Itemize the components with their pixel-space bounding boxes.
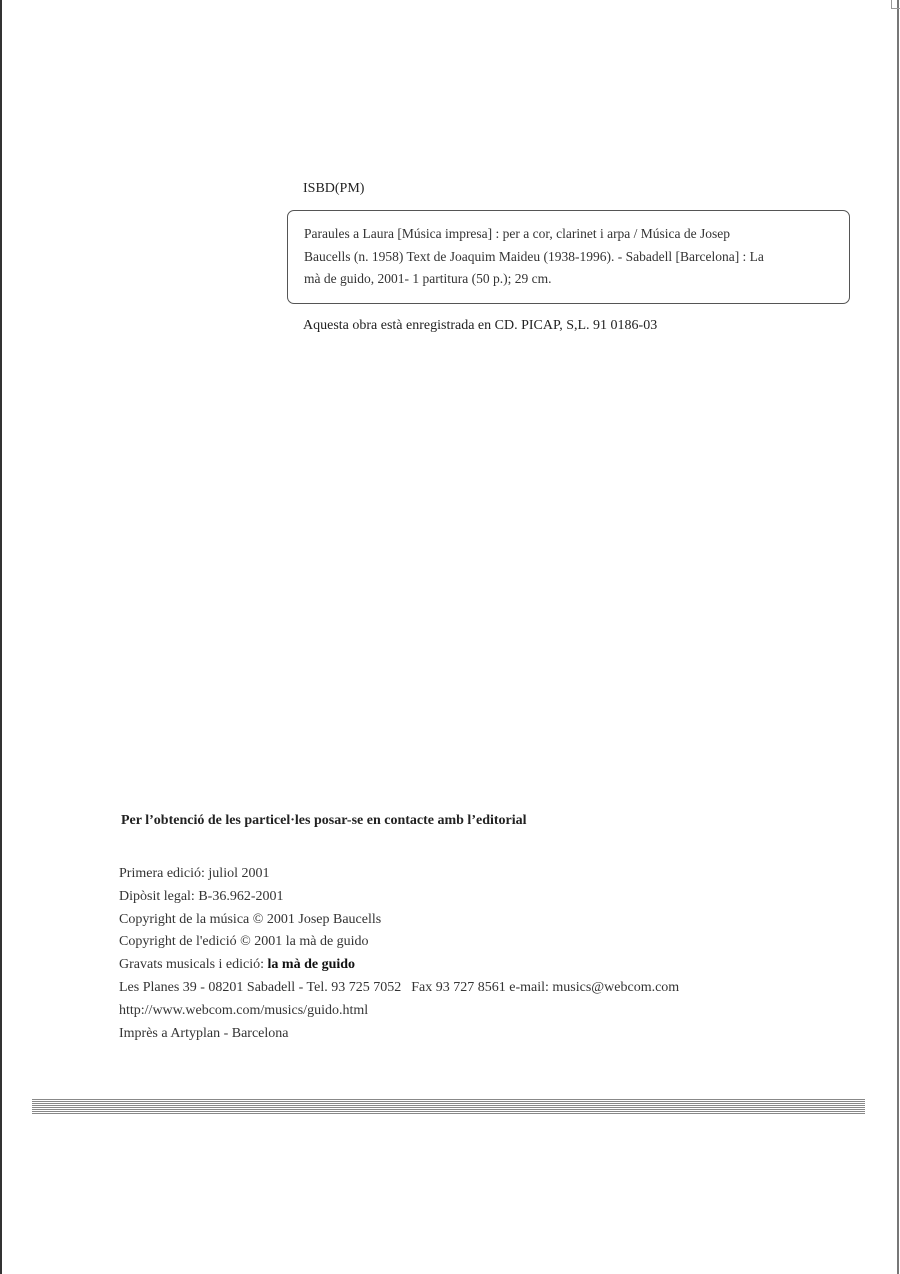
legal-deposit: Dipòsit legal: B-36.962-2001 (119, 888, 284, 904)
printer: Imprès a Artyplan - Barcelona (119, 1025, 289, 1041)
footer-rule (32, 1099, 865, 1115)
first-edition: Primera edició: juliol 2001 (119, 866, 270, 881)
catalog-record-line: Baucells (n. 1958) Text de Joaquim Maideu (1938-1996). - Sabadell [Barcelona] : La (304, 248, 764, 264)
contact-line (119, 977, 679, 1000)
engraving-prefix: Gravats musicals i edició: (119, 957, 265, 973)
website-link[interactable]: http://www.webcom.com/musics/guido.html (119, 1002, 369, 1018)
page-edge-left (0, 0, 2, 1274)
edition-copyright: Copyright de l'edició © 2001 la mà de guido (119, 934, 369, 950)
isbd-label: ISBD(PM) (303, 181, 365, 196)
recording-note: Aquesta obra està enregistrada en CD. PICAP, S,L. 91 0186-03 (303, 318, 658, 333)
catalog-record-line: mà de guido, 2001- 1 partitura (50 p.); 29 cm. (304, 271, 552, 287)
catalog-record-line: Paraules a Laura [Música impresa] : per a cor, clarinet i arpa / Música de Josep (304, 226, 731, 241)
publisher-name: la mà de guido (267, 957, 356, 973)
engraving-line (119, 954, 679, 977)
corner-mark (891, 0, 900, 9)
imprint-block (119, 863, 679, 1045)
fax-email: Fax 93 727 8561 e-mail: musics@webcom.com (411, 979, 680, 995)
parts-note: Per l’obtenció de les particel·les posar-se en contacte amb l’editorial (121, 813, 527, 828)
page-edge-right (897, 0, 899, 1274)
catalog-record-box (287, 210, 850, 304)
music-copyright: Copyright de la música © 2001 Josep Baucells (119, 911, 382, 927)
address: Les Planes 39 - 08201 Sabadell - Tel. 93 725 7052 (119, 979, 402, 995)
